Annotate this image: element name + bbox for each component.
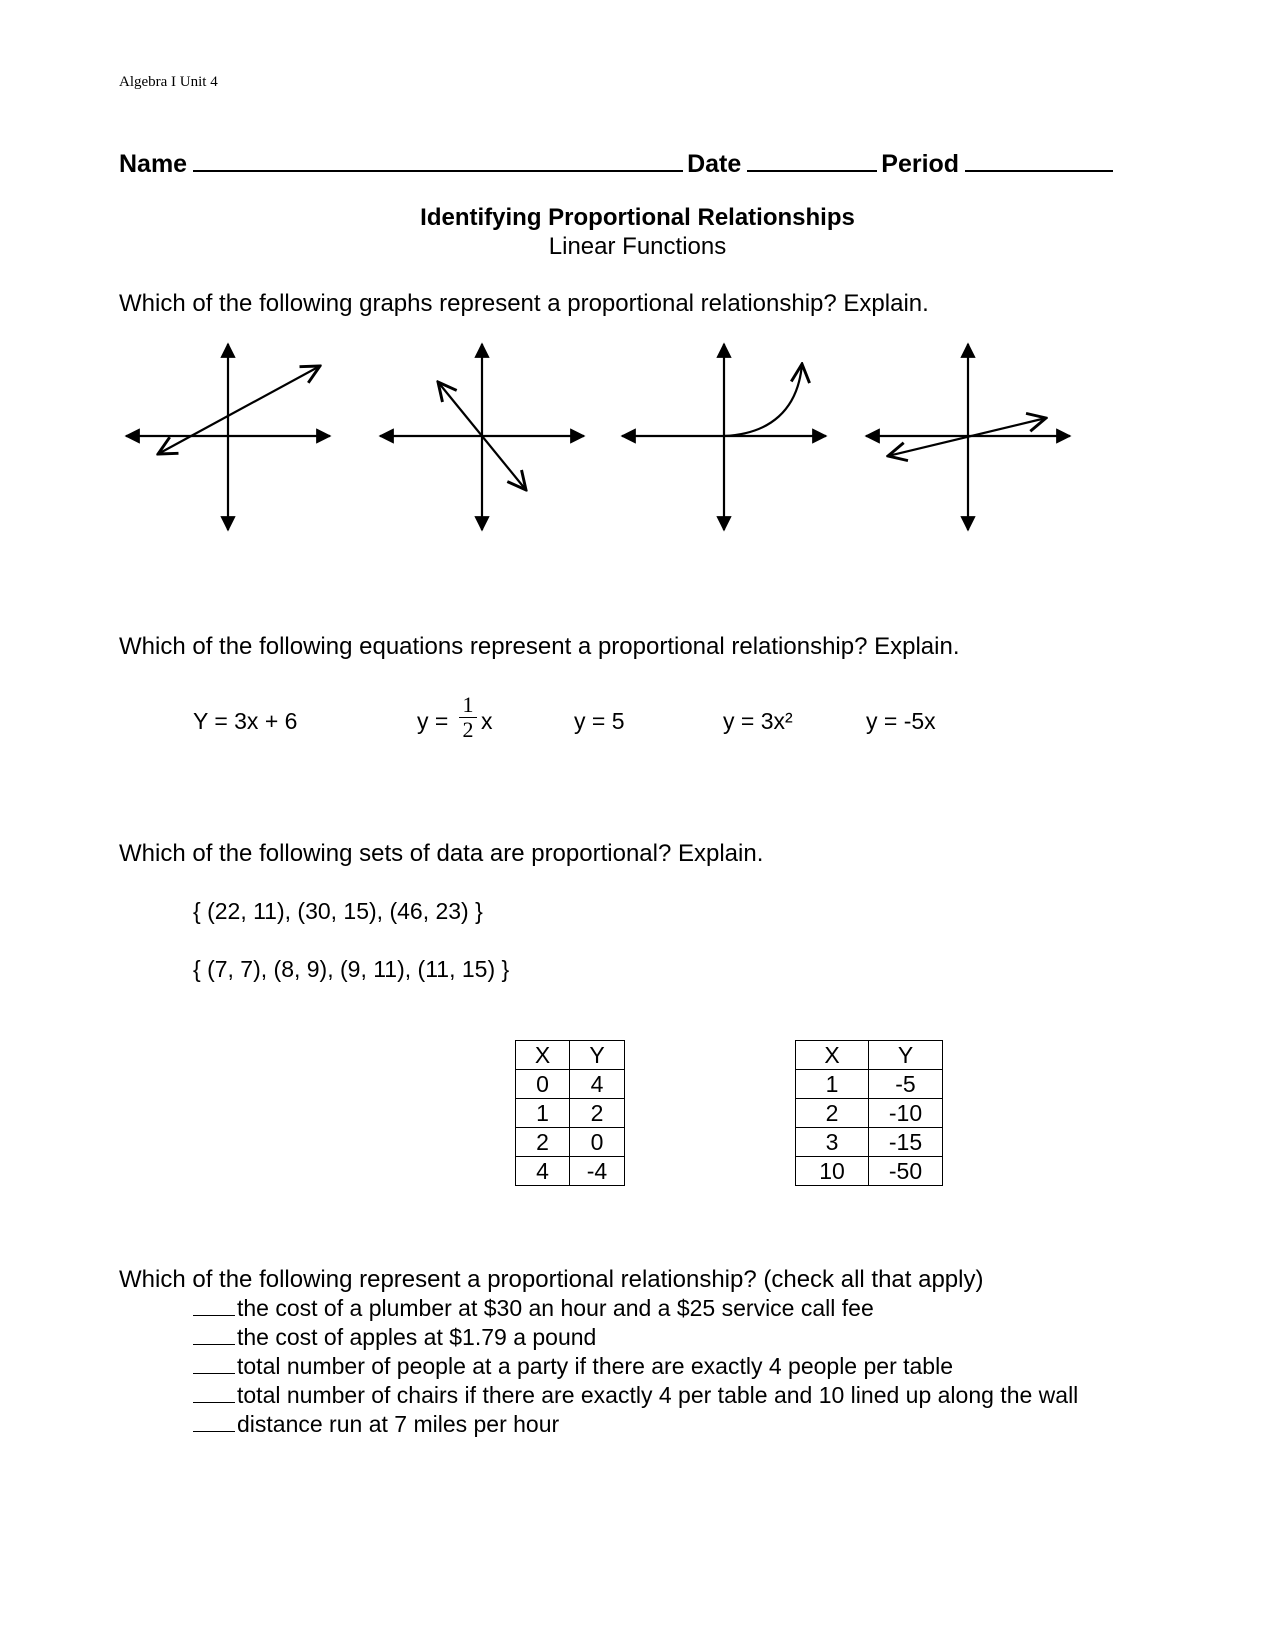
equation-2-fraction [457,693,479,742]
check-blank[interactable] [193,1382,235,1403]
graph-3-curve [724,364,802,436]
situation-text: distance run at 7 miles per hour [237,1411,560,1437]
table-cell: 2 [516,1128,570,1157]
table-row [796,1157,943,1186]
period-label: Period [881,150,960,178]
date-label: Date [687,150,742,178]
list-item [193,1324,596,1351]
table-1 [515,1040,625,1186]
question-graphs: Which of the following graphs represent a proportional relationship? Explain. [119,290,929,317]
data-set-2: { (7, 7), (8, 9), (9, 11), (11, 15) } [193,956,510,982]
table-cell: -5 [869,1070,943,1099]
table-row [516,1157,625,1186]
table-cell: 4 [570,1070,625,1099]
table-cell: 2 [796,1099,869,1128]
situation-text: the cost of a plumber at $30 an hour and a $25 service call fee [237,1295,874,1321]
graphs-figure [0,0,1275,560]
worksheet-subtitle: Linear Functions [548,233,727,260]
worksheet-title: Identifying Proportional Relationships [420,204,855,231]
equation-2-numerator: 1 [462,692,474,717]
equation-2-variable: x [481,708,493,734]
table-cell: 0 [516,1070,570,1099]
equation-2-denominator: 2 [462,717,474,742]
table-row [796,1070,943,1099]
equation-2-lhs: y = [417,708,449,734]
question-equations: Which of the following equations represent a proportional relationship? Explain. [119,633,960,660]
table-row [516,1128,625,1157]
table-cell: -50 [869,1157,943,1186]
check-blank[interactable] [193,1411,235,1432]
question-data-sets: Which of the following sets of data are proportional? Explain. [119,840,764,867]
table-2-header-row [796,1041,943,1070]
table-cell: 2 [570,1099,625,1128]
equation-1: Y = 3x + 6 [193,708,298,734]
table-1-header-x: X [516,1041,570,1070]
table-cell: 0 [570,1128,625,1157]
graph-1 [126,344,330,530]
table-cell: -4 [570,1157,625,1186]
name-label: Name [119,150,188,178]
table-1-header-y: Y [570,1041,625,1070]
graph-2 [380,344,584,530]
table-2-header-x: X [796,1041,869,1070]
graph-1-line [158,366,320,454]
equation-4: y = 3x² [723,708,793,734]
situation-text: total number of chairs if there are exactly 4 per table and 10 lined up along the wall [237,1382,1079,1408]
equation-3: y = 5 [574,708,625,734]
graph-4 [866,344,1070,530]
table-row [796,1099,943,1128]
check-blank[interactable] [193,1295,235,1316]
table-cell: -10 [869,1099,943,1128]
table-2 [795,1040,943,1186]
check-blank[interactable] [193,1324,235,1345]
table-1-header-row [516,1041,625,1070]
equation-5: y = -5x [866,708,936,734]
check-blank[interactable] [193,1353,235,1374]
table-cell: 3 [796,1128,869,1157]
list-item [193,1353,953,1380]
table-row [796,1128,943,1157]
list-item [193,1382,1078,1409]
table-cell: 10 [796,1157,869,1186]
table-cell: 4 [516,1157,570,1186]
graph-3 [622,344,826,530]
list-item [193,1295,874,1322]
table-cell: 1 [516,1099,570,1128]
situation-text: total number of people at a party if there are exactly 4 people per table [237,1353,953,1379]
table-row [516,1070,625,1099]
data-set-1: { (22, 11), (30, 15), (46, 23) } [193,898,483,924]
table-cell: -15 [869,1128,943,1157]
situation-text: the cost of apples at $1.79 a pound [237,1324,597,1350]
header-note: Algebra I Unit 4 [119,74,218,90]
table-row [516,1099,625,1128]
list-item [193,1411,559,1438]
question-situations: Which of the following represent a proportional relationship? (check all that apply) [119,1266,984,1293]
table-2-header-y: Y [869,1041,943,1070]
table-cell: 1 [796,1070,869,1099]
